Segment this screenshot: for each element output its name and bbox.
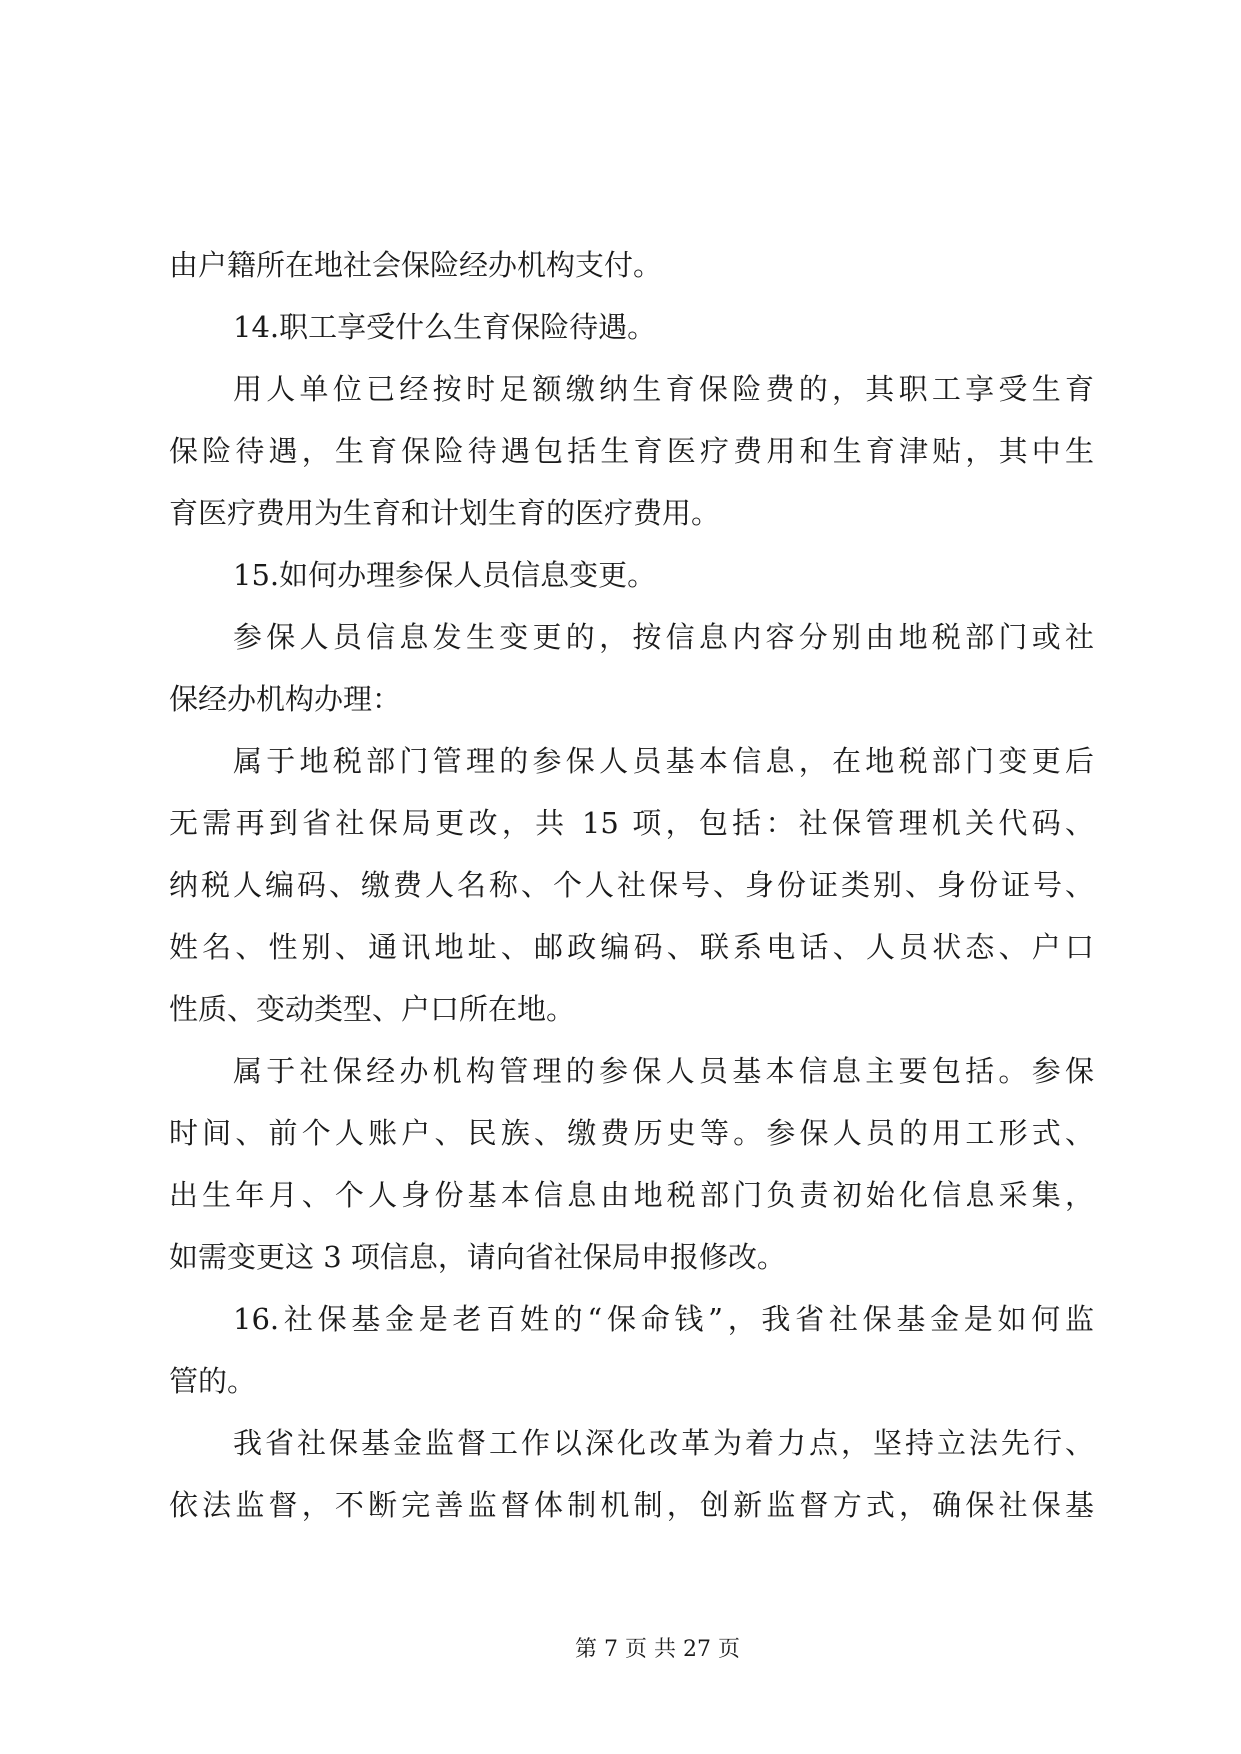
text-line: 保险待遇，生育保险待遇包括生育医疗费用和生育津贴，其中生: [169, 434, 1094, 468]
text-line: 如需变更这 3 项信息，请向省社保局申报修改。: [169, 1240, 786, 1274]
paragraph: [169, 1412, 1094, 1536]
paragraph: [169, 544, 1094, 606]
paragraph: [169, 606, 1094, 730]
paragraph: [169, 1040, 1094, 1288]
text-line: 无需再到省社保局更改，共 15 项，包括：社保管理机关代码、: [169, 806, 1094, 840]
text-line: 16.社保基金是老百姓的“保命钱”，我省社保基金是如何监: [233, 1302, 1094, 1336]
text-line: 纳税人编码、缴费人名称、个人社保号、身份证类别、身份证号、: [169, 868, 1094, 902]
page-footer: 第 7 页 共 27 页: [575, 1637, 740, 1662]
paragraph: [169, 730, 1094, 1040]
paragraph: [169, 296, 1094, 358]
text-line: 我省社保基金监督工作以深化改革为着力点，坚持立法先行、: [233, 1426, 1094, 1460]
text-line: 15.如何办理参保人员信息变更。: [233, 558, 657, 592]
text-line: 育医疗费用为生育和计划生育的医疗费用。: [169, 496, 721, 530]
text-line: 时间、前个人账户、民族、缴费历史等。参保人员的用工形式、: [169, 1116, 1094, 1150]
paragraph: [169, 234, 1094, 296]
text-line: 属于地税部门管理的参保人员基本信息，在地税部门变更后: [233, 744, 1094, 778]
text-line: 参保人员信息发生变更的，按信息内容分别由地税部门或社: [233, 620, 1094, 654]
document-body: [169, 234, 1094, 1536]
text-line: 姓名、性别、通讯地址、邮政编码、联系电话、人员状态、户口: [169, 930, 1094, 964]
text-line: 依法监督，不断完善监督体制机制，创新监督方式，确保社保基: [169, 1488, 1094, 1522]
text-line: 属于社保经办机构管理的参保人员基本信息主要包括。参保: [233, 1054, 1094, 1088]
text-line: 管的。: [169, 1364, 257, 1398]
text-line: 出生年月、个人身份基本信息由地税部门负责初始化信息采集，: [169, 1178, 1094, 1212]
text-line: 由户籍所在地社会保险经办机构支付。: [169, 248, 663, 282]
text-line: 14.职工享受什么生育保险待遇。: [233, 310, 657, 344]
text-line: 性质、变动类型、户口所在地。: [169, 992, 576, 1026]
paragraph: [169, 358, 1094, 544]
text-line: 保经办机构办理：: [169, 682, 402, 716]
paragraph: [169, 1288, 1094, 1412]
text-line: 用人单位已经按时足额缴纳生育保险费的，其职工享受生育: [233, 372, 1094, 406]
